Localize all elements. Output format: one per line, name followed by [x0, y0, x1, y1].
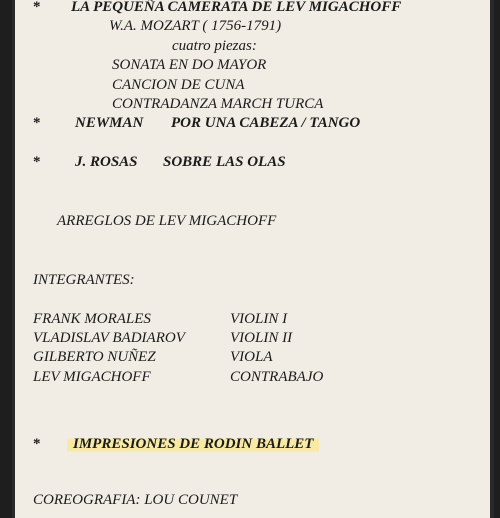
member-instrument-2: VIOLIN II — [230, 330, 293, 346]
member-instrument-1: VIOLIN I — [230, 311, 288, 327]
member-name-1: FRANK MORALES — [33, 311, 151, 327]
member-instrument-3: VIOLA — [230, 349, 273, 365]
bullet-2: * — [33, 115, 41, 131]
piece-2: CANCION DE CUNA — [112, 77, 245, 93]
piece-1: SONATA EN DO MAYOR — [112, 57, 267, 73]
section3-work: SOBRE LAS OLAS — [163, 154, 286, 170]
section2-composer: NEWMAN — [75, 115, 144, 131]
section3-composer: J. ROSAS — [75, 154, 138, 170]
section4-title: IMPRESIONES DE RODIN BALLET — [67, 435, 319, 453]
section1-composer: W.A. MOZART ( 1756-1791) — [109, 18, 282, 34]
member-name-2: VLADISLAV BADIAROV — [33, 330, 185, 346]
section1-title: LA PEQUEÑA CAMERATA DE LEV MIGACHOFF — [71, 0, 402, 15]
choreography-credit: COREOGRAFIA: LOU COUNET — [33, 492, 238, 508]
member-name-3: GILBERTO NUÑEZ — [33, 349, 156, 365]
member-name-4: LEV MIGACHOFF — [33, 369, 151, 385]
bullet-4: * — [33, 436, 41, 452]
section2-work: POR UNA CABEZA / TANGO — [171, 115, 361, 131]
section1-subtitle: cuatro piezas: — [172, 38, 257, 54]
arrangements-credit: ARREGLOS DE LEV MIGACHOFF — [57, 213, 277, 229]
member-instrument-4: CONTRABAJO — [230, 369, 324, 385]
bullet-1: * — [33, 0, 41, 15]
members-heading: INTEGRANTES: — [33, 272, 135, 288]
bullet-3: * — [33, 154, 41, 170]
piece-3: CONTRADANZA MARCH TURCA — [112, 96, 324, 112]
program-page — [12, 0, 494, 518]
